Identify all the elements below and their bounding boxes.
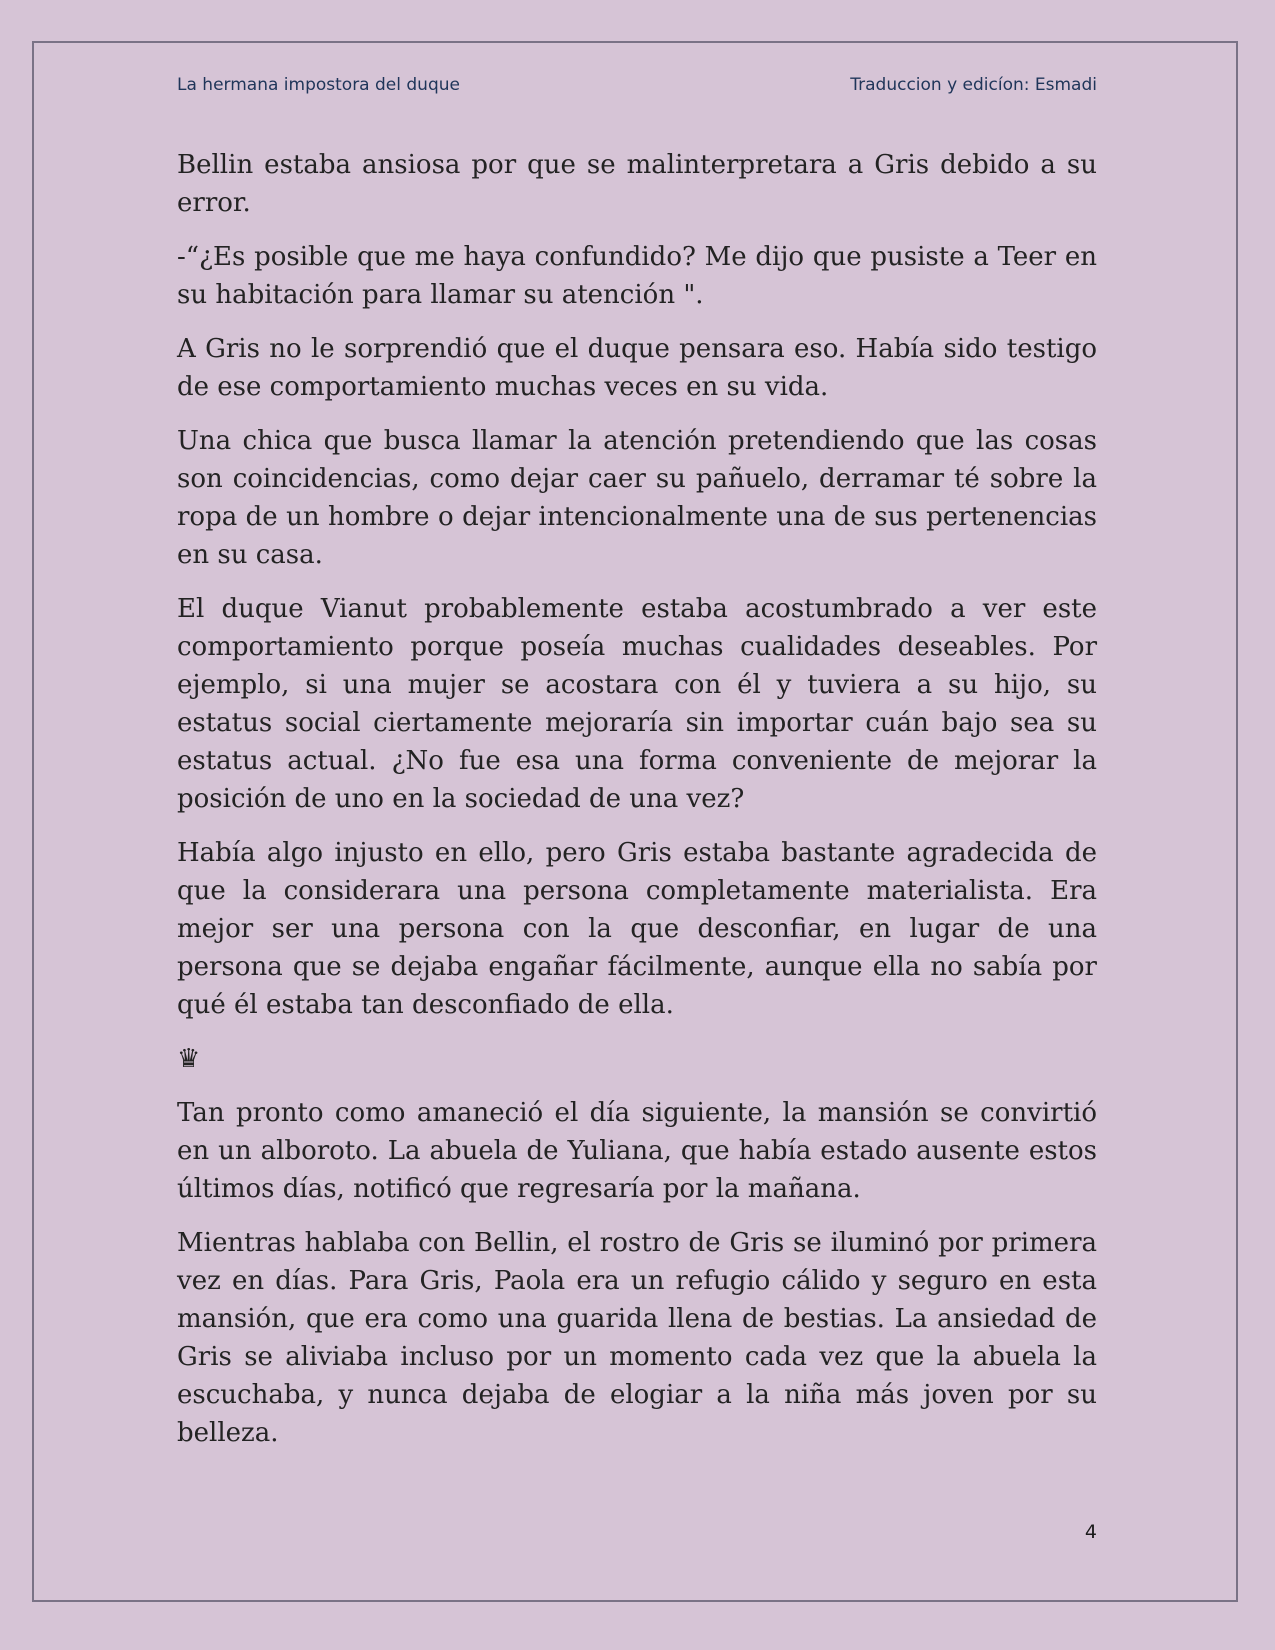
paragraph: -“¿Es posible que me haya confundido? Me dijo que pusiste a Teer en su habitación para llamar su atención ".: [177, 242, 1097, 310]
paragraph: Había algo injusto en ello, pero Gris estaba bastante agradecida de que la considerara una persona completamente materialista. Era mejor ser una persona con la que desconfiar, en lugar de una persona que se dejaba engañar fácilmente, aunque ella no sabía por qué él estaba tan desconfiado de ella.: [177, 838, 1097, 1020]
paragraph: Mientras hablaba con Bellin, el rostro de Gris se iluminó por primera vez en días. Para Gris, Paola era un refugio cálido y seguro en esta mansión, que era como una guarida llena de bestias. La ansiedad de Gris se aliviaba incluso por un momento cada vez que la abuela la escuchaba, y nunca dejaba de elogiar a la niña más joven por su belleza.: [177, 1228, 1097, 1448]
paragraph: El duque Vianut probablemente estaba acostumbrado a ver este comportamiento porque poseía muchas cualidades deseables. Por ejemplo, si una mujer se acostara con él y tuviera a su hijo, su estatus social ciertamente mejoraría sin importar cuán bajo sea su estatus actual. ¿No fue esa una forma conveniente de mejorar la posición de uno en la sociedad de una vez?: [177, 594, 1097, 814]
document-body: [177, 146, 1097, 1468]
running-header-title: La hermana impostora del duque: [177, 75, 460, 95]
running-header-credits: Traduccion y edicíon: Esmadi: [850, 75, 1097, 95]
paragraph: Una chica que busca llamar la atención pretendiendo que las cosas son coincidencias, como dejar caer su pañuelo, derramar té sobre la ropa de un hombre o dejar intencionalmente una de sus pertenencias en su casa.: [177, 426, 1097, 570]
paragraph: Tan pronto como amaneció el día siguiente, la mansión se convirtió en un alboroto. La abuela de Yuliana, que había estado ausente estos últimos días, notificó que regresaría por la mañana.: [177, 1098, 1097, 1204]
page-number: 4: [1084, 1521, 1097, 1543]
crown-separator-icon: ♛: [177, 1044, 201, 1074]
paragraph: A Gris no le sorprendió que el duque pensara eso. Había sido testigo de ese comportamiento muchas veces en su vida.: [177, 334, 1097, 402]
paragraph: Bellin estaba ansiosa por que se malinterpretara a Gris debido a su error.: [177, 150, 1097, 218]
